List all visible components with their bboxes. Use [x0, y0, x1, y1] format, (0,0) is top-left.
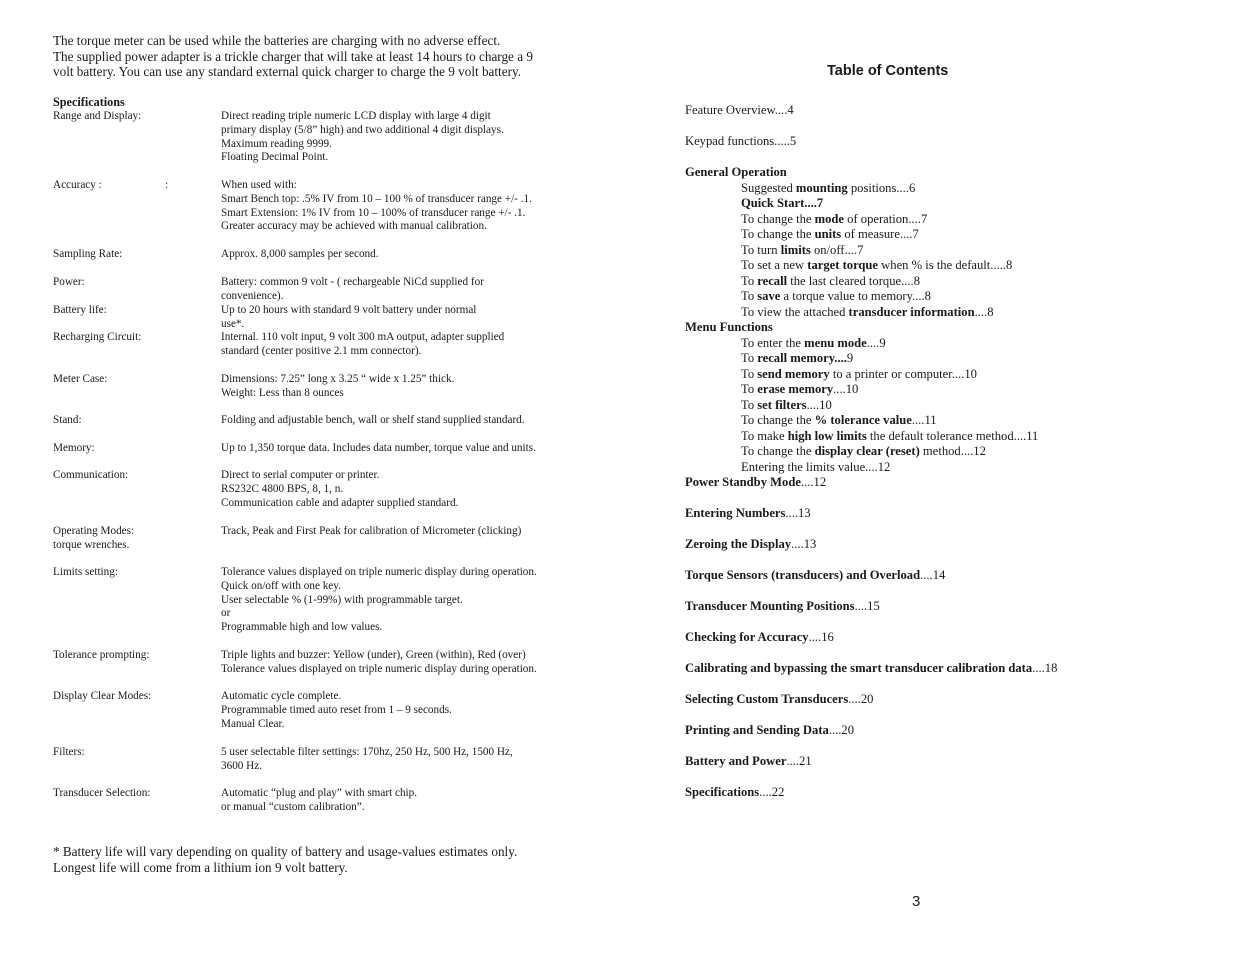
toc-entry-bold-text: % tolerance value — [814, 413, 912, 427]
intro-line: The torque meter can be used while the batteries are charging with no adverse effect. — [53, 33, 501, 48]
toc-entry-bold-text: recall memory.... — [757, 351, 847, 365]
toc-entry — [685, 196, 1057, 212]
toc-entry-bold-text: Selecting Custom Transducers — [685, 692, 849, 706]
toc-entry-bold-text: Calibrating and bypassing the smart transducer calibration data — [685, 661, 1033, 675]
spec-label — [53, 248, 122, 262]
spec-value-line: Maximum reading 9999. — [221, 137, 332, 150]
toc-entry — [685, 692, 1057, 708]
toc-entry-text: when % is the default.....8 — [878, 258, 1013, 272]
spec-value-line: Tolerance values displayed on triple numeric display during operation. — [221, 566, 537, 578]
spec-label-line: Tolerance prompting: — [53, 649, 150, 661]
spec-label-line: Memory: — [53, 442, 95, 454]
spec-label — [53, 649, 149, 663]
toc-entry — [685, 723, 1057, 739]
toc-entry-bold-text: Entering Numbers — [685, 506, 786, 520]
toc-entry-text: the default tolerance method....11 — [866, 428, 1039, 443]
toc-entry-bold-text: Battery and Power — [685, 754, 787, 768]
spec-value-line: Tolerance values displayed on triple numeric display during operation. — [221, 662, 537, 675]
toc-entry — [685, 258, 1057, 274]
toc-entry — [685, 398, 1057, 414]
spec-label-line: Display Clear Modes: — [53, 690, 152, 702]
spec-value-line: Direct to serial computer or printer. — [221, 469, 380, 481]
toc-entry — [685, 754, 1057, 770]
spec-value-line: 5 user selectable filter settings: 170hz, 250 Hz, 500 Hz, 1500 Hz, — [221, 746, 513, 758]
toc-entry — [685, 475, 1057, 491]
spec-value-line: or — [221, 607, 231, 620]
toc-entry-text: ....13 — [791, 537, 817, 551]
spec-value — [221, 525, 521, 539]
toc-entry-text: ....9 — [866, 335, 886, 350]
spec-value — [221, 110, 504, 165]
toc-entry-text: to a printer or computer....10 — [829, 366, 977, 381]
specifications-heading: Specifications — [53, 95, 125, 109]
toc-entry-text: on/off....7 — [810, 242, 864, 257]
toc-entry — [685, 289, 1057, 305]
spec-value-line: Smart Bench top: .5% IV from 10 – 100 % of transducer range +/- .1. — [221, 192, 532, 205]
spec-label — [53, 525, 134, 553]
spec-value-line: When used with: — [221, 179, 297, 191]
toc-entry-text: ....11 — [911, 413, 937, 427]
spec-value-line: use*. — [221, 317, 245, 330]
spec-value-line: Automatic cycle complete. — [221, 690, 342, 702]
toc-entry-text: To view the attached — [741, 304, 849, 319]
toc-entry — [685, 599, 1057, 615]
spec-value-line: Weight: Less than 8 ounces — [221, 386, 344, 399]
toc-entry-text: To — [741, 273, 758, 288]
toc-entry-bold-text: send memory — [757, 366, 830, 381]
spec-value — [221, 566, 537, 635]
toc-entry-text: ....20 — [828, 723, 855, 737]
toc-entry-text: ....8 — [974, 304, 994, 319]
toc-entry — [685, 103, 1057, 119]
spec-label-line: Limits setting: — [53, 566, 118, 578]
spec-label — [53, 331, 141, 345]
toc-entry — [685, 274, 1057, 290]
spec-value-line: convenience). — [221, 289, 284, 302]
spec-value-line: Battery: common 9 volt - ( rechargeable NiCd supplied for — [221, 276, 484, 288]
spec-value-line: Automatic “plug and play” with smart chip. — [221, 787, 418, 799]
toc-entry-text: To change the — [741, 444, 815, 458]
spec-value-line: Programmable timed auto reset from 1 – 9 seconds. — [221, 703, 452, 716]
spec-label-line: Range and Display: — [53, 110, 142, 122]
toc-entry-text: To change the — [741, 211, 815, 226]
toc-entry-text: the last cleared torque....8 — [787, 273, 920, 288]
toc-entry-text: To — [741, 351, 758, 365]
spec-value-line: Folding and adjustable bench, wall or shelf stand supplied standard. — [221, 414, 525, 426]
spec-value-line: Up to 20 hours with standard 9 volt battery under normal — [221, 304, 477, 316]
toc-entry — [685, 227, 1057, 243]
toc-entry — [685, 460, 1057, 476]
spec-value-line: Smart Extension: 1% IV from 10 – 100% of transducer range +/- .1. — [221, 206, 526, 219]
toc-entry-bold-text: recall — [757, 273, 788, 288]
toc-entry — [685, 243, 1057, 259]
spec-value-line: RS232C 4800 BPS, 8, 1, n. — [221, 482, 344, 495]
spec-label-line: Battery life: — [53, 304, 107, 316]
spec-label — [53, 690, 151, 704]
spec-value-line: or manual “custom calibration”. — [221, 800, 365, 813]
toc-entry — [685, 134, 1057, 150]
spec-label-line: Communication: — [53, 469, 129, 481]
table-of-contents — [685, 103, 1057, 801]
toc-entry-text: To make — [741, 428, 788, 443]
spec-label-line: Stand: — [53, 414, 82, 426]
toc-entry-text: To — [741, 382, 758, 396]
spec-value — [221, 469, 458, 510]
toc-entry-bold-text: Specifications — [685, 785, 760, 799]
toc-entry-text: ....10 — [833, 382, 859, 396]
toc-entry-text: To change the — [741, 413, 815, 427]
toc-entry-bold-text: Printing and Sending Data — [685, 723, 829, 737]
spec-label-line: Meter Case: — [53, 373, 108, 385]
toc-entry-text: To change the — [741, 227, 815, 241]
toc-entry-bold-text: Menu Functions — [685, 320, 773, 334]
toc-entry-bold-text: units — [814, 227, 842, 241]
toc-entry — [685, 444, 1057, 460]
spec-value — [221, 649, 537, 677]
spec-label-line: Power: — [53, 276, 85, 288]
spec-value — [221, 442, 536, 456]
toc-entry-text: Feature Overview....4 — [685, 103, 794, 117]
toc-entry-text: To — [741, 397, 758, 412]
spec-label — [53, 442, 95, 456]
toc-entry — [685, 537, 1057, 553]
spec-value-line: Internal. 110 volt input, 9 volt 300 mA output, adapter supplied — [221, 331, 505, 343]
spec-value — [221, 276, 484, 304]
toc-entry — [685, 429, 1057, 445]
toc-entry-bold-text: target torque — [807, 258, 879, 272]
toc-entry-bold-text: erase memory — [757, 382, 834, 396]
toc-entry — [685, 181, 1057, 197]
spec-label-line: Recharging Circuit: — [53, 331, 142, 343]
intro-paragraph — [53, 33, 533, 80]
spec-value-line: primary display (5/8” high) and two additional 4 digit displays. — [221, 123, 504, 136]
toc-entry-text: ....16 — [808, 630, 834, 644]
toc-entry-text: 9 — [846, 351, 854, 365]
toc-entry — [685, 506, 1057, 522]
spec-value-line: Track, Peak and First Peak for calibration of Micrometer (clicking) — [221, 525, 522, 537]
spec-value — [221, 690, 452, 731]
spec-value-line: Up to 1,350 torque data. Includes data number, torque value and units. — [221, 442, 536, 454]
toc-entry — [685, 413, 1057, 429]
spec-value — [221, 179, 532, 234]
toc-entry-text: To enter the — [741, 335, 805, 350]
toc-entry-text: of operation....7 — [844, 211, 928, 226]
spec-colon: : — [165, 179, 169, 191]
spec-value-line: Programmable high and low values. — [221, 621, 383, 634]
intro-line: The supplied power adapter is a trickle charger that will take at least 14 hours to charge a 9 — [53, 48, 533, 64]
spec-value-line: 3600 Hz. — [221, 759, 263, 772]
spec-label-line: Accuracy : — [53, 179, 102, 191]
spec-value-line: User selectable % (1-99%) with programmable target. — [221, 593, 463, 606]
toc-entry — [685, 785, 1057, 801]
toc-entry-text: ....13 — [785, 506, 811, 520]
toc-entry-bold-text: Zeroing the Display — [685, 537, 792, 551]
toc-entry-bold-text: transducer information — [848, 304, 975, 319]
spec-label — [53, 566, 118, 580]
spec-value — [221, 304, 476, 332]
toc-entry — [685, 212, 1057, 228]
toc-entry-text: method....12 — [919, 444, 986, 458]
spec-label — [53, 469, 128, 483]
toc-entry-bold-text: save — [757, 289, 781, 303]
spec-value-line: Approx. 8,000 samples per second. — [221, 248, 379, 260]
toc-entry-text: ....20 — [848, 692, 874, 706]
spec-value-line: Direct reading triple numeric LCD display with large 4 digit — [221, 110, 491, 122]
toc-entry-bold-text: Checking for Accuracy — [685, 630, 809, 644]
toc-entry-text: To — [741, 366, 758, 381]
toc-entry — [685, 165, 1057, 181]
toc-entry-text: To — [741, 289, 758, 303]
spec-label-line: Transducer Selection: — [53, 787, 151, 799]
toc-entry-text: of measure....7 — [841, 227, 919, 241]
toc-entry — [685, 382, 1057, 398]
toc-entry — [685, 351, 1057, 367]
spec-label-line: Filters: — [53, 746, 85, 758]
toc-entry-text: Keypad functions.....5 — [685, 134, 797, 148]
toc-entry-bold-text: Torque Sensors (transducers) and Overload — [685, 568, 921, 582]
page-number: 3 — [912, 893, 921, 910]
spec-value-line: Greater accuracy may be achieved with manual calibration. — [221, 220, 487, 233]
spec-value — [221, 787, 417, 815]
spec-label-line: Operating Modes: — [53, 525, 135, 537]
spec-label — [53, 110, 141, 124]
spec-label — [53, 414, 82, 428]
toc-entry-text: a torque value to memory....8 — [780, 289, 931, 303]
toc-entry-text: Entering the limits value....12 — [741, 459, 891, 474]
toc-entry-bold-text: mode — [814, 211, 844, 226]
toc-entry-text: ....21 — [786, 754, 812, 768]
spec-value — [221, 248, 379, 262]
spec-value — [221, 331, 504, 359]
toc-entry-text: To turn — [741, 242, 781, 257]
spec-value — [221, 373, 454, 401]
toc-entry-text: ....14 — [920, 568, 946, 582]
toc-entry — [685, 661, 1057, 677]
spec-value-line: Communication cable and adapter supplied standard. — [221, 496, 459, 509]
battery-footnote — [53, 844, 517, 875]
spec-value-line: standard (center positive 2.1 mm connector). — [221, 344, 422, 357]
spec-label-line: torque wrenches. — [53, 538, 130, 551]
spec-label — [53, 179, 102, 193]
toc-entry-bold-text: menu mode — [804, 335, 867, 350]
footnote-line: Longest life will come from a lithium ion 9 volt battery. — [53, 859, 348, 875]
toc-entry-text: ....10 — [806, 397, 832, 412]
spec-value — [221, 414, 525, 428]
toc-title: Table of Contents — [827, 63, 949, 79]
toc-entry-bold-text: mounting — [795, 180, 848, 195]
spec-value-line: Triple lights and buzzer: Yellow (under), Green (within), Red (over) — [221, 649, 526, 661]
toc-entry — [685, 336, 1057, 352]
spec-value — [221, 746, 513, 774]
toc-entry-text: ....15 — [854, 599, 880, 613]
toc-entry — [685, 320, 1057, 336]
toc-entry-text: Suggested — [741, 180, 796, 195]
spec-label — [53, 276, 85, 290]
toc-entry-bold-text: set filters — [757, 397, 807, 412]
spec-label — [53, 373, 107, 387]
toc-entry — [685, 367, 1057, 383]
toc-entry — [685, 305, 1057, 321]
toc-entry — [685, 630, 1057, 646]
toc-entry-text: ....18 — [1032, 661, 1058, 675]
intro-line: volt battery. You can use any standard external quick charger to charge the 9 volt battery. — [53, 64, 522, 80]
toc-entry-bold-text: display clear (reset) — [814, 444, 920, 458]
toc-entry — [685, 568, 1057, 584]
toc-entry-bold-text: General Operation — [685, 165, 787, 179]
spec-label — [53, 787, 150, 801]
toc-entry-bold-text: high low limits — [787, 428, 867, 443]
spec-label — [53, 304, 107, 318]
toc-entry-bold-text: Quick Start....7 — [741, 196, 824, 210]
spec-value-line: Floating Decimal Point. — [221, 151, 329, 164]
toc-entry-bold-text: Power Standby Mode — [685, 475, 801, 489]
toc-entry-text: ....22 — [759, 785, 785, 799]
toc-entry-bold-text: Transducer Mounting Positions — [685, 599, 855, 613]
toc-entry-text: positions....6 — [847, 180, 916, 195]
toc-entry-bold-text: limits — [780, 242, 811, 257]
toc-entry-text: ....12 — [800, 475, 827, 489]
spec-label — [53, 746, 85, 760]
spec-value-line: Quick on/off with one key. — [221, 579, 341, 592]
spec-value-line: Dimensions: 7.25” long x 3.25 “ wide x 1.25” thick. — [221, 373, 455, 385]
spec-label-line: Sampling Rate: — [53, 248, 123, 260]
toc-entry-text: To set a new — [741, 258, 808, 272]
footnote-line: * Battery life will vary depending on quality of battery and usage-values estimates only. — [53, 844, 518, 859]
spec-value-line: Manual Clear. — [221, 717, 285, 730]
